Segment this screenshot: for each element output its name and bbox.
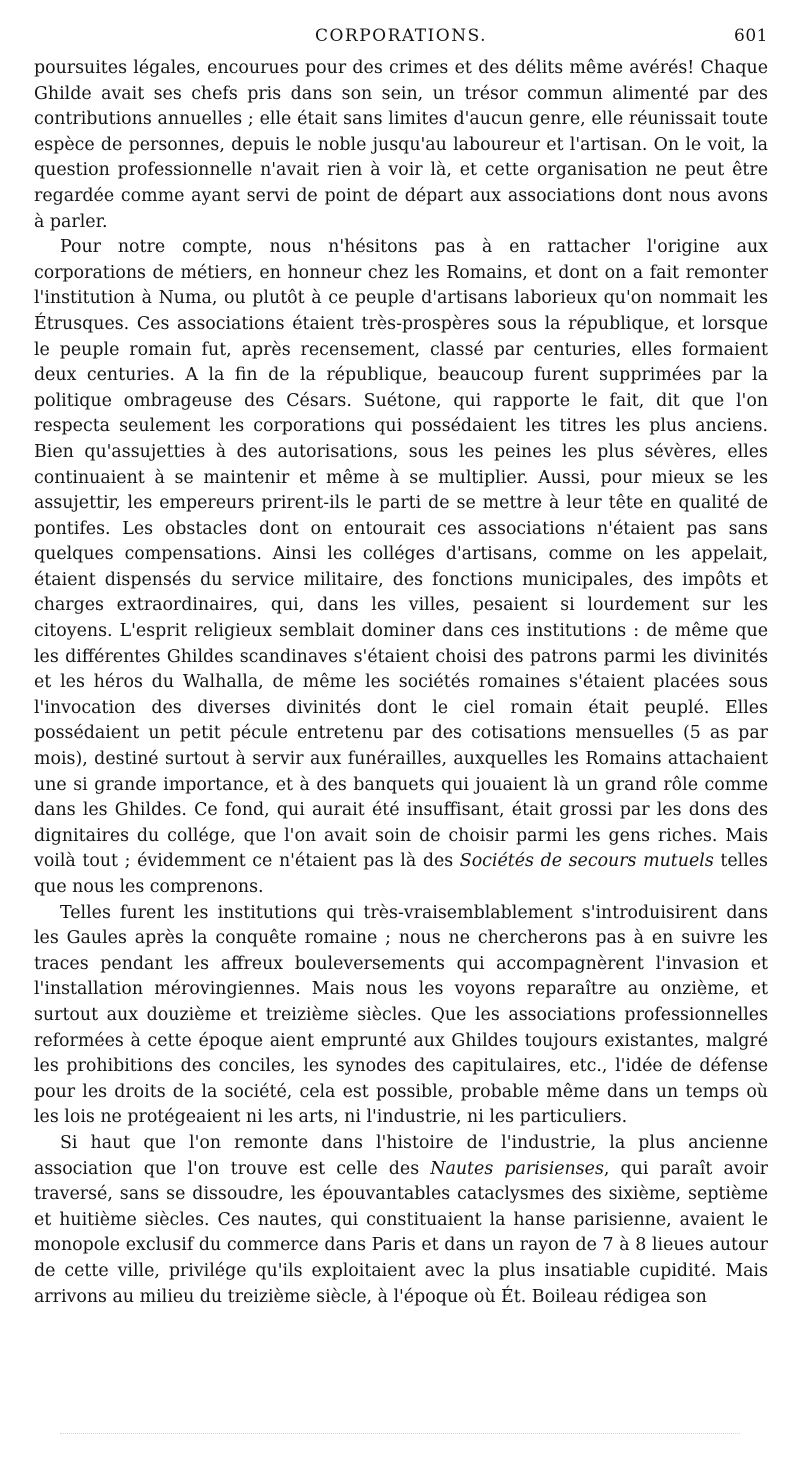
- running-title: CORPORATIONS.: [314, 26, 488, 46]
- book-page: [34, 26, 768, 1310]
- body-text: [34, 56, 768, 1310]
- paragraph-continued: [34, 56, 768, 235]
- paragraph-text: poursuites légales, encourues pour des crimes et des délits même avérés! Chaque Ghilde avait ses chefs pris dans son sein, un trésor commun alimenté par des contributions annuelles ; elle était sans limites d'aucun genre, elle réunissait toute espèce de personnes, depuis le noble jusqu'au laboureur et l'artisan. On le voit, la question professionnelle n'avait rien à voir là, et cette organisation ne peut être regardée comme ayant servi de point de départ aux associations dont nous avons à parler.: [34, 58, 768, 232]
- paragraph-text: telles que nous les comprenons.: [34, 851, 768, 897]
- scan-artifact-line: [60, 1433, 740, 1440]
- running-head: [34, 26, 768, 56]
- paragraph: [34, 901, 768, 1131]
- paragraph-text: , qui paraît avoir traversé, sans se dissoudre, les épouvantables cataclysmes des sixième, septième et huitième siècles. Ces nautes, qui constituaient la hanse parisienne, avaient le monopole exclusif du commerce dans Paris et dans un rayon de 7 à 8 lieues autour de cette ville, privilége qu'ils exploitaient avec la plus insatiable cupidité. Mais arrivons au milieu du treizième siècle, à l'époque où Ét. Boileau rédigea son: [34, 1158, 768, 1307]
- page-number: 601: [734, 26, 768, 46]
- paragraph-text: Si haut que l'on remonte dans l'histoire de l'industrie, la plus ancienne association que l'on trouve est celle des: [34, 1132, 768, 1179]
- italic-term: Sociétés de secours mutuels: [459, 851, 714, 872]
- paragraph: [34, 1131, 768, 1310]
- paragraph: [34, 235, 768, 900]
- paragraph-text: Telles furent les institutions qui très-vraisemblablement s'introduisirent dans les Gaules après la conquête romaine ; nous ne chercherons pas à en suivre les traces pendant les affreux bouleversements qui accompagnèrent l'invasion et l'installation mérovingiennes. Mais nous les voyons reparaître au onzième, et surtout aux douzième et treizième siècles. Que les associations professionnelles reformées à cette époque aient emprunté aux Ghildes toujours existantes, malgré les prohibitions des conciles, les synodes des capitulaires, etc., l'idée de défense pour les droits de la société, cela est possible, probable même dans un temps où les lois ne protégeaient ni les arts, ni l'industrie, ni les particuliers.: [34, 902, 768, 1128]
- paragraph-text: Pour notre compte, nous n'hésitons pas à en rattacher l'origine aux corporations de métiers, en honneur chez les Romains, et dont on a fait remonter l'institution à Numa, ou plutôt à ce peuple d'artisans laborieux qu'on nommait les Étrusques. Ces associations étaient très-prospères sous la république, et lorsque le peuple romain fut, après recensement, classé par centuries, elles formaient deux centuries. A la fin de la république, beaucoup furent supprimées par la politique ombrageuse des Césars. Suétone, qui rapporte le fait, dit que l'on respecta seulement les corporations qui possédaient les titres les plus anciens. Bien qu'assujetties à des autorisations, sous les peines les plus sévères, elles continuaient à se maintenir et même à se multiplier. Aussi, pour mieux se les assujettir, les empereurs prirent-ils le parti de se mettre à leur tête en qualité de pontifes. Les obstacles dont on entourait ces associations n'étaient pas sans quelques compensations. Ainsi les colléges d'artisans, comme on les appelait, étaient dispensés du service militaire, des fonctions municipales, des impôts et charges extraordinaires, qui, dans les villes, pesaient si lourdement sur les citoyens. L'esprit religieux semblait dominer dans ces institutions : de même que les différentes Ghildes scandinaves s'étaient choisi des patrons parmi les divinités et les héros du Walhalla, de même les sociétés romaines s'étaient placées sous l'invocation des diverses divinités dont le ciel romain était peuplé. Elles possédaient un petit pécule entretenu par des cotisations mensuelles (5 as par mois), destiné surtout à servir aux funérailles, auxquelles les Romains attachaient une si grande importance, et à des banquets qui jouaient là un grand rôle comme dans les Ghildes. Ce fond, qui aurait été insuffisant, était grossi par les dons des dignitaires du collége, que l'on avait soin de choisir parmi les gens riches. Mais voilà tout ; évidemment ce n'étaient pas là des: [34, 237, 768, 872]
- italic-term: Nautes parisienses: [430, 1158, 604, 1179]
